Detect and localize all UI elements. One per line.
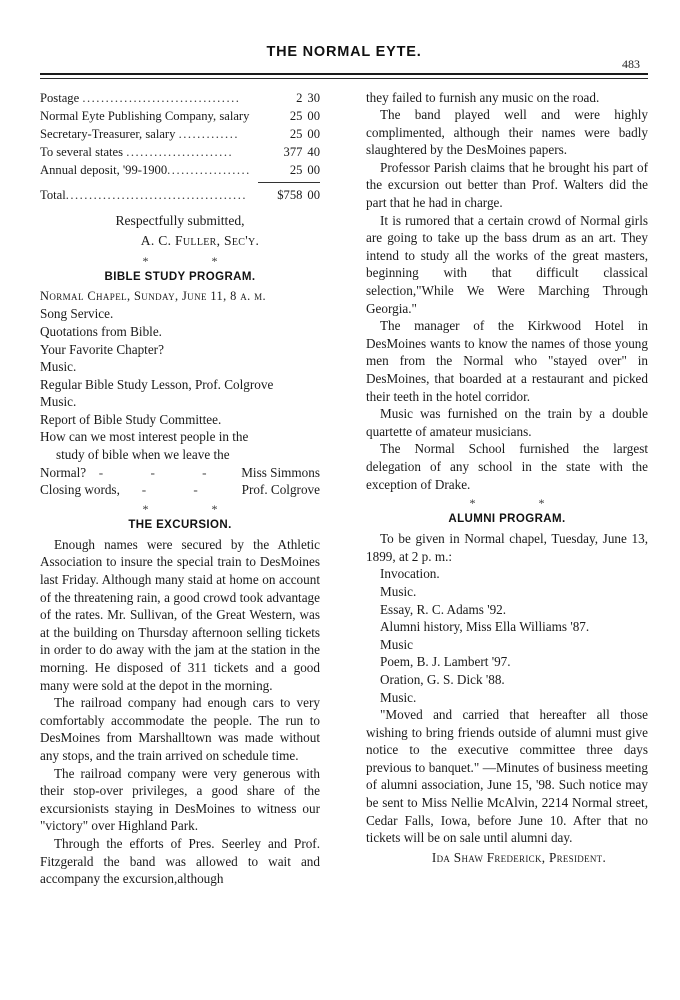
alumni-program-item: Alumni history, Miss Ella Williams '87.	[380, 619, 590, 635]
program-speaker: Miss Simmons	[241, 464, 320, 480]
program-item: Music.	[40, 394, 77, 410]
row-label: Postage ..................................	[40, 90, 241, 105]
alumni-program-item: Music.	[380, 689, 417, 705]
financial-table	[40, 89, 320, 180]
masthead	[40, 44, 648, 70]
row-label: Annual deposit, '99-1900..................	[40, 163, 251, 178]
left-column	[40, 89, 332, 967]
program-question-speaker-row	[40, 464, 320, 482]
alumni-program-item: Invocation.	[380, 566, 440, 582]
total-label: Total.......................................	[40, 187, 247, 202]
leader-dashes: - - -	[98, 464, 229, 480]
program-item: Song Service.	[40, 306, 114, 322]
ornament-divider: * *	[469, 496, 575, 511]
paragraph: Through the efforts of Pres. Seerley and Prof. Fitzgerald the band was allowed to wait and accompany the excursion,although	[40, 835, 320, 887]
header-rule-thick	[40, 73, 648, 75]
alumni-program-item: Music.	[380, 583, 417, 599]
page-number: 483	[622, 57, 640, 71]
section-heading-alumni: ALUMNI PROGRAM.	[448, 513, 566, 526]
paragraph: The railroad company were very generous with their stop-over privileges, a good share of the excursionists staying in DesMoines to witness our "victory" over Highland Park.	[40, 765, 320, 834]
row-amount: 25 00	[289, 126, 320, 141]
row-amount: 2 30	[296, 90, 320, 105]
leader-dashes: - -	[141, 482, 220, 498]
alumni-note: "Moved and carried that hereafter all those wishing to bring friends outside of alumni must give notice to the executive committee three days previous to banquet." —Minutes of business meeting of alumni association, June 15, '98. Such notice may be sent to Miss Nellie McAlvin, 2214 Normal street, Cedar Falls, Iowa, before June 10. After that no tickets will be on sale until alumni day.	[366, 707, 648, 846]
column-gutter	[332, 89, 356, 967]
program-closing-row	[40, 481, 320, 499]
dot-leader: .......................	[126, 145, 234, 160]
ornament-divider: * *	[142, 253, 248, 268]
alumni-intro: To be given in Normal chapel, Tuesday, June 13, 1899, at 2 p. m.:	[366, 531, 648, 564]
ornament-divider: * *	[142, 501, 248, 516]
alumni-program-item: Essay, R. C. Adams '92.	[380, 601, 507, 617]
program-question-line3: Normal?	[40, 464, 87, 480]
program-closing-label: Closing words,	[40, 482, 120, 498]
paragraph: It is rumored that a certain crowd of Normal girls are going to take up the bass drum as an art. They intend to study all the works of the great masters, beginning with that difficult classical selection,"While We Were Marching Through Georgia."	[366, 212, 648, 316]
table-row	[40, 161, 320, 179]
right-column	[356, 89, 648, 967]
bible-program-subhead: Normal Chapel, Sunday, June 11, 8 a. m.	[40, 288, 266, 303]
row-label: Normal Eyte Publishing Company, salary	[40, 108, 250, 123]
program-speaker: Prof. Colgrove	[241, 482, 320, 498]
paragraph: The band played well and were highly complimented, although their names were badly slaughtered by the DesMoines papers.	[366, 107, 648, 158]
table-row	[40, 107, 320, 125]
row-amount: 25 00	[289, 108, 320, 123]
header-rule-thin	[40, 78, 648, 79]
table-row-total	[40, 184, 320, 204]
dot-leader: .......................................	[65, 187, 247, 202]
row-amount: 377 40	[283, 145, 320, 160]
program-item: Your Favorite Chapter?	[40, 341, 164, 357]
alumni-signature: Ida Shaw Frederick, President.	[431, 849, 607, 865]
program-item: Regular Bible Study Lesson, Prof. Colgrove	[40, 376, 274, 392]
column-container	[40, 89, 648, 967]
financial-total-table	[40, 184, 320, 204]
program-question-line2: study of bible when we leave the	[56, 447, 230, 463]
financial-table-body	[40, 89, 320, 180]
program-item: Quotations from Bible.	[40, 323, 162, 339]
alumni-program-item: Poem, B. J. Lambert '97.	[380, 654, 511, 670]
section-heading-bible-study: BIBLE STUDY PROGRAM.	[104, 270, 256, 283]
program-item: Music.	[40, 359, 77, 375]
row-label: To several states .......................	[40, 145, 234, 160]
alumni-program-item: Music	[380, 636, 413, 652]
dot-leader: ..................	[167, 163, 251, 178]
signature-name: A. C. Fuller, Sec'y.	[140, 232, 260, 248]
paragraph: The manager of the Kirkwood Hotel in DesMoines wants to know the names of those young men from the Normal who "stayed over" in DesMoines, that boarded at a restaurant and picked their teeth in the hotel corridor.	[366, 318, 648, 404]
dot-leader: .............	[178, 126, 239, 141]
program-item: Report of Bible Study Committee.	[40, 411, 222, 427]
table-row	[40, 143, 320, 161]
signoff-line: Respectfully submitted,	[115, 212, 245, 228]
total-divider	[258, 182, 320, 183]
paragraph: Music was furnished on the train by a double quartette of amateur musicians.	[366, 406, 648, 439]
dot-leader: ..................................	[82, 90, 241, 105]
table-row	[40, 89, 320, 107]
alumni-program-item: Oration, G. S. Dick '88.	[380, 671, 505, 687]
table-row	[40, 125, 320, 143]
financial-total-body	[40, 184, 320, 204]
total-amount: $758 00	[277, 187, 320, 202]
paragraph: Professor Parish claims that he brought his part of the excursion out better than Prof. Walters did the part that he had in charge.	[366, 159, 648, 211]
section-heading-excursion: THE EXCURSION.	[128, 518, 232, 531]
program-question-line1: How can we most interest people in the	[40, 429, 249, 445]
paragraph: Enough names were secured by the Athletic Association to insure the special train to DesMoines last Friday. Although many staid at home on account of the threatening rain, a good crowd took advantage of the rates. Mr. Sullivan, of the Great Western, was at the building on Thursday afternoon selling tickets in order to do away with the jam at the station in the morning. He disposed of 311 tickets and a good many were sold at the depot in the morning.	[40, 536, 320, 693]
paragraph: they failed to furnish any music on the road.	[366, 89, 600, 105]
paragraph: The railroad company had enough cars to very comfortably accommodate the people. The run to DesMoines from Marshalltown was made without any stops, and the train arrived on schedule time.	[40, 695, 320, 763]
page-title: THE NORMAL EYTE.	[266, 44, 422, 60]
row-label: Secretary-Treasurer, salary .............	[40, 126, 239, 141]
row-amount: 25 00	[289, 163, 320, 178]
paragraph: The Normal School furnished the largest delegation of any school in the state with the exception of Drake.	[366, 441, 648, 492]
